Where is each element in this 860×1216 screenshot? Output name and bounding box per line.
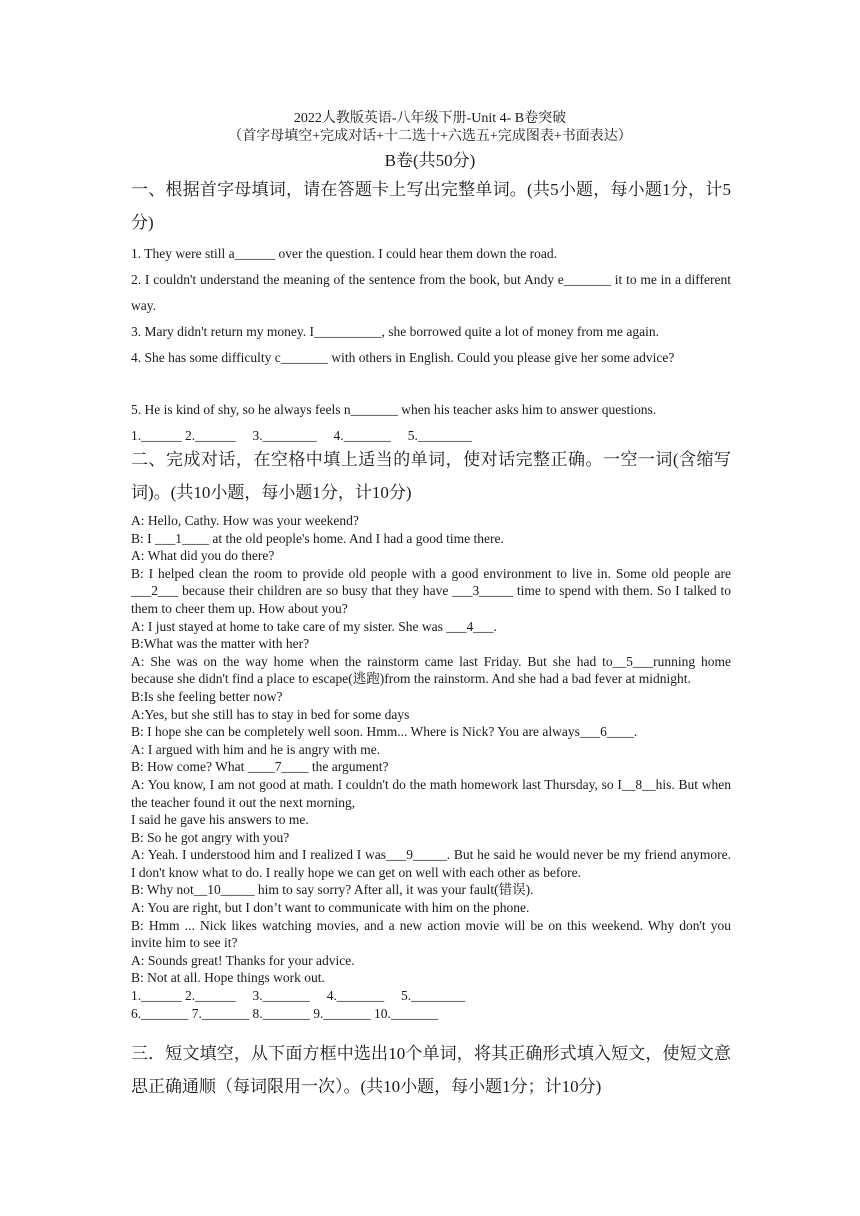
section2-heading: 二、完成对话，在空格中填上适当的单词，使对话完整正确。一空一词(含缩写词)。(共10小题，每小题1分，计10分) <box>131 450 731 502</box>
section1-heading: 一、根据首字母填词，请在答题卡上写出完整单词。(共5小题，每小题1分，计5分) <box>131 180 731 232</box>
section1-question-5: 5. He is kind of shy, so he always feels n_______ when his teacher asks him to answer questions. <box>131 402 657 417</box>
section3-heading: 三．短文填空，从下面方框中选出10个单词，将其正确形式填入短文，使短文意思正确通顺（每词限用一次）。(共10小题，每小题1分；计10分) <box>131 1044 731 1096</box>
dialogue-line: A: Hello, Cathy. How was your weekend? <box>131 513 359 528</box>
dialogue-line: B:What was the matter with her? <box>131 636 310 652</box>
dialogue-block <box>131 512 731 1022</box>
document-title: 2022人教版英语-八年级下册-Unit 4- B卷突破 <box>293 111 567 126</box>
dialogue-line: B: So he got angry with you? <box>131 829 290 845</box>
dialogue-line: A: You know, I am not good at math. I couldn't do the math homework last Thursday, so I__8__his. But when the teacher found it out the next morning, <box>131 776 731 810</box>
dialogue-line: A: You are right, but I don’t want to communicate with him on the phone. <box>131 900 530 916</box>
dialogue-line: B: Hmm ... Nick likes watching movies, and a new action movie will be on this weekend. Why don't you invite him to see it? <box>131 917 731 951</box>
dialogue-line: B: I hope she can be completely well soon. Hmm... Where is Nick? You are always___6____. <box>131 724 638 740</box>
dialogue-line: B:Is she feeling better now? <box>131 688 283 704</box>
section2-answer-line-1: 1.______ 2.______ 3._______ 4._______ 5.________ <box>131 988 466 1004</box>
dialogue-line: A:Yes, but she still has to stay in bed for some days <box>131 706 410 722</box>
dialogue-line: B: Not at all. Hope things work out. <box>131 970 325 986</box>
section1-question-3: 3. Mary didn't return my money. I__________, she borrowed quite a lot of money from me again. <box>131 324 659 339</box>
dialogue-line: A: What did you do there? <box>131 548 275 564</box>
dialogue-line: B: How come? What ____7____ the argument? <box>131 759 389 775</box>
dialogue-line: B: I ___1____ at the old people's home. And I had a good time there. <box>131 530 504 546</box>
section1-question-1: 1. They were still a______ over the question. I could hear them down the road. <box>131 246 558 261</box>
dialogue-line: A: Yeah. I understood him and I realized I was___9_____. But he said he would never be my friend anymore. I don't know what to do. I really hope we can get on well with each other as before. <box>131 847 731 880</box>
dialogue-line: A: I argued with him and he is angry with me. <box>131 741 381 757</box>
section1-question-2: 2. I couldn't understand the meaning of the sentence from the book, but Andy e_______ it to me in a different way. <box>131 272 731 313</box>
dialogue-line: A: Sounds great! Thanks for your advice. <box>131 952 355 968</box>
dialogue-line: B: Why not__10_____ him to say sorry? After all, it was your fault(错误). <box>131 882 534 898</box>
section1-answer-line: 1.______ 2.______ 3.________ 4._______ 5.________ <box>131 428 472 443</box>
dialogue-line: A: I just stayed at home to take care of my sister. She was ___4___. <box>131 618 497 634</box>
dialogue-line: B: I helped clean the room to provide old people with a good environment to live in. Some old people are ___2___ because their children are so busy that they have ___3_____ time to spend with them. So I talked to them to cheer them up. How about you? <box>131 565 731 616</box>
section1-question-4: 4. She has some difficulty c_______ with others in English. Could you please give her some advice? <box>131 350 675 365</box>
paper-part-heading: B卷(共50分) <box>384 151 476 170</box>
document-subtitle: （首字母填空+完成对话+十二选十+六选五+完成图表+书面表达） <box>228 129 632 144</box>
dialogue-line: I said he gave his answers to me. <box>131 812 309 828</box>
dialogue-line: A: She was on the way home when the rainstorm came last Friday. But she had to__5___running home because she didn't find a place to escape(逃跑)from the rainstorm. And she had a bad fever at midnight. <box>131 653 731 687</box>
section2-answer-line-2: 6._______ 7._______ 8._______ 9._______ 10._______ <box>131 1005 439 1021</box>
